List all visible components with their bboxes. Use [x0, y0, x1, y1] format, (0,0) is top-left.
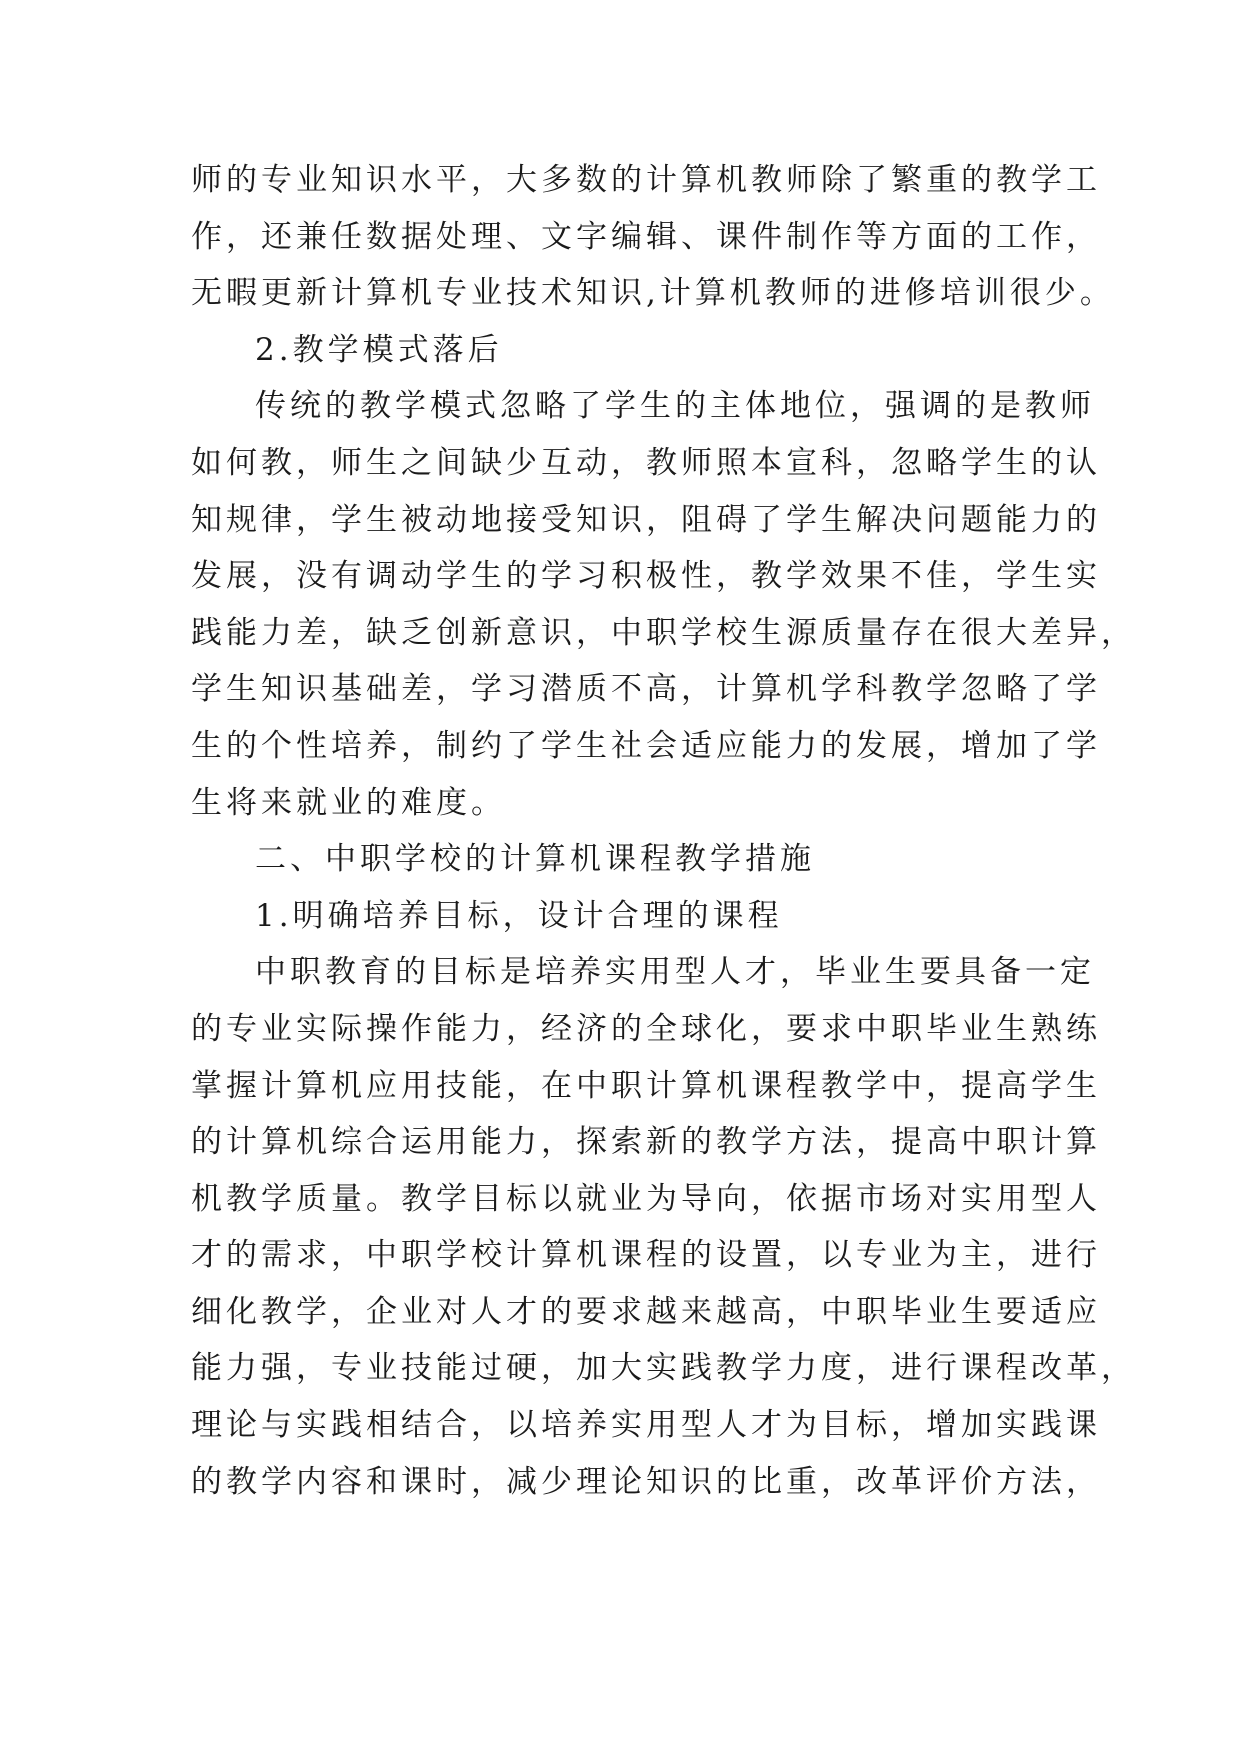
text-line: 发展，没有调动学生的学习积极性，教学效果不佳，学生实: [191, 558, 1101, 595]
text-line: 能力强，专业技能过硬，加大实践教学力度，进行课程改革，: [191, 1350, 1136, 1387]
document-body: [191, 152, 1136, 1510]
text-line: 的计算机综合运用能力，探索新的教学方法，提高中职计算: [191, 1124, 1101, 1161]
text-line: 学生知识基础差，学习潜质不高，计算机学科教学忽略了学: [191, 671, 1101, 708]
text-line: 的教学内容和课时，减少理论知识的比重，改革评价方法，: [191, 1463, 1101, 1500]
section-heading: 二、中职学校的计算机课程教学措施: [255, 841, 815, 878]
text-line: 的专业实际操作能力，经济的全球化，要求中职毕业生熟练: [191, 1010, 1101, 1047]
text-line: 作，还兼任数据处理、文字编辑、课件制作等方面的工作，: [191, 218, 1101, 255]
text-line: 掌握计算机应用技能，在中职计算机课程教学中，提高学生: [191, 1067, 1101, 1104]
paragraph-start: 传统的教学模式忽略了学生的主体地位，强调的是教师: [255, 388, 1095, 425]
text-line: 才的需求，中职学校计算机课程的设置，以专业为主，进行: [191, 1237, 1101, 1274]
text-line: 细化教学，企业对人才的要求越来越高，中职毕业生要适应: [191, 1293, 1101, 1330]
text-line: 生将来就业的难度。: [191, 784, 506, 821]
text-line: 无暇更新计算机专业技术知识,计算机教师的进修培训很少。: [191, 275, 1115, 312]
section-heading: 2.教学模式落后: [255, 331, 503, 368]
text-line: 理论与实践相结合，以培养实用型人才为目标，增加实践课: [191, 1407, 1101, 1444]
subsection-heading: 1.明确培养目标，设计合理的课程: [255, 897, 783, 934]
text-line: 践能力差，缺乏创新意识，中职学校生源质量存在很大差异，: [191, 614, 1136, 651]
text-line: 如何教，师生之间缺少互动，教师照本宣科，忽略学生的认: [191, 444, 1101, 481]
text-line: 机教学质量。教学目标以就业为导向，依据市场对实用型人: [191, 1180, 1101, 1217]
paragraph-start: 中职教育的目标是培养实用型人才，毕业生要具备一定: [255, 954, 1095, 991]
text-line: 生的个性培养，制约了学生社会适应能力的发展，增加了学: [191, 727, 1101, 764]
text-line: 知规律，学生被动地接受知识，阻碍了学生解决问题能力的: [191, 501, 1101, 538]
text-line: 师的专业知识水平，大多数的计算机教师除了繁重的教学工: [191, 162, 1101, 198]
